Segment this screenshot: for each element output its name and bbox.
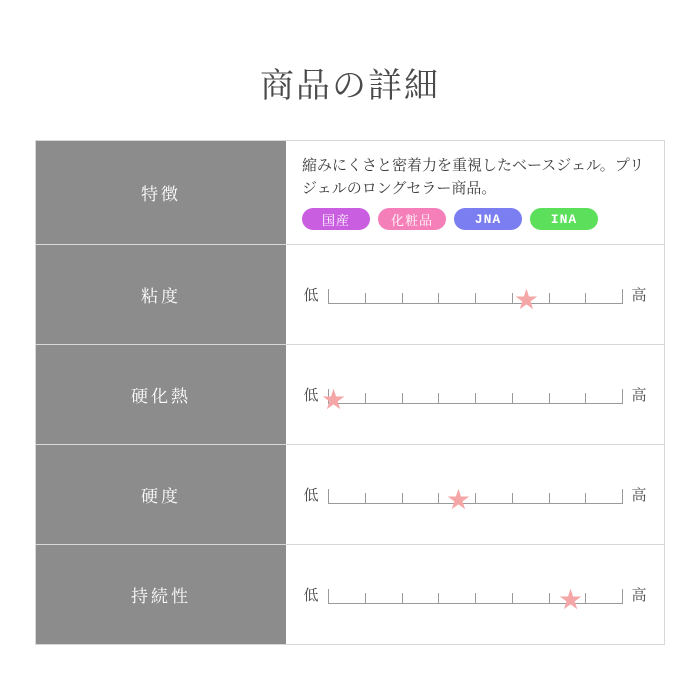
feature-description: 縮みにくさと密着力を重視したベースジェル。プリジェルのロングセラー商品。 [302, 157, 645, 197]
scale-tick [402, 593, 403, 604]
scale-tick [438, 493, 439, 504]
scale-high-label: 高 [631, 587, 647, 604]
row-body-hardness [286, 445, 664, 544]
scale-curing-heat [286, 375, 664, 415]
scale-tick [512, 493, 513, 504]
tag-ina: INA [530, 208, 598, 230]
scale-tick [475, 393, 476, 404]
table-row-curing-heat [36, 345, 664, 445]
scale-tick [365, 293, 366, 304]
scale-tick [549, 393, 550, 404]
tag-domestic: 国産 [302, 208, 370, 230]
scale-tick [549, 493, 550, 504]
row-body-features [286, 141, 664, 244]
scale-tick [438, 293, 439, 304]
scale-track [328, 575, 622, 615]
row-header-features: 特徴 [36, 141, 286, 244]
scale-tick [512, 393, 513, 404]
scale-tick [585, 393, 586, 404]
row-body-durability [286, 545, 664, 644]
scale-tick [475, 593, 476, 604]
scale-tick [622, 489, 623, 504]
scale-tick [438, 593, 439, 604]
scale-low-label: 低 [303, 287, 319, 304]
scale-tick [512, 293, 513, 304]
scale-track [328, 475, 622, 515]
scale-tick [622, 289, 623, 304]
scale-tick [622, 589, 623, 604]
scale-low-label: 低 [303, 387, 319, 404]
scale-tick [328, 389, 329, 404]
page-title: 商品の詳細 [260, 67, 440, 105]
table-row-durability [36, 545, 664, 645]
scale-low-label: 低 [303, 487, 319, 504]
row-header-durability: 持続性 [36, 545, 286, 644]
scale-tick [402, 293, 403, 304]
scale-tick [328, 589, 329, 604]
scale-track [320, 375, 622, 415]
scale-low-label: 低 [303, 587, 319, 604]
scale-hardness [286, 475, 664, 515]
row-header-curing-heat: 硬化熱 [36, 345, 286, 444]
scale-star-marker: ★ [320, 383, 347, 415]
scale-tick [475, 293, 476, 304]
row-body-curing-heat [286, 345, 664, 444]
row-header-viscosity: 粘度 [36, 245, 286, 344]
scale-track [328, 275, 622, 315]
table-row-hardness [36, 445, 664, 545]
scale-tick [402, 393, 403, 404]
product-detail-table [35, 140, 665, 645]
tag-list [302, 208, 598, 230]
scale-tick [328, 289, 329, 304]
scale-tick [365, 593, 366, 604]
scale-tick [365, 393, 366, 404]
scale-tick [475, 493, 476, 504]
scale-tick [549, 293, 550, 304]
scale-star-marker: ★ [513, 283, 539, 315]
scale-high-label: 高 [631, 287, 647, 304]
scale-tick [365, 493, 366, 504]
scale-tick [585, 293, 586, 304]
table-row-viscosity [36, 245, 664, 345]
scale-tick [622, 389, 623, 404]
scale-tick [328, 489, 329, 504]
table-row-features [36, 141, 664, 245]
tag-cosmetic: 化粧品 [378, 208, 446, 230]
scale-durability [286, 575, 664, 615]
scale-tick [585, 493, 586, 504]
row-body-viscosity [286, 245, 664, 344]
scale-tick [512, 593, 513, 604]
scale-tick [402, 493, 403, 504]
scale-star-marker: ★ [557, 583, 584, 615]
scale-tick [585, 593, 586, 604]
scale-star-marker: ★ [445, 483, 471, 515]
row-header-hardness: 硬度 [36, 445, 286, 544]
tag-jna: JNA [454, 208, 522, 230]
scale-high-label: 高 [631, 487, 647, 504]
scale-high-label: 高 [631, 387, 647, 404]
scale-tick [549, 593, 550, 604]
scale-viscosity [286, 275, 664, 315]
scale-tick [438, 393, 439, 404]
